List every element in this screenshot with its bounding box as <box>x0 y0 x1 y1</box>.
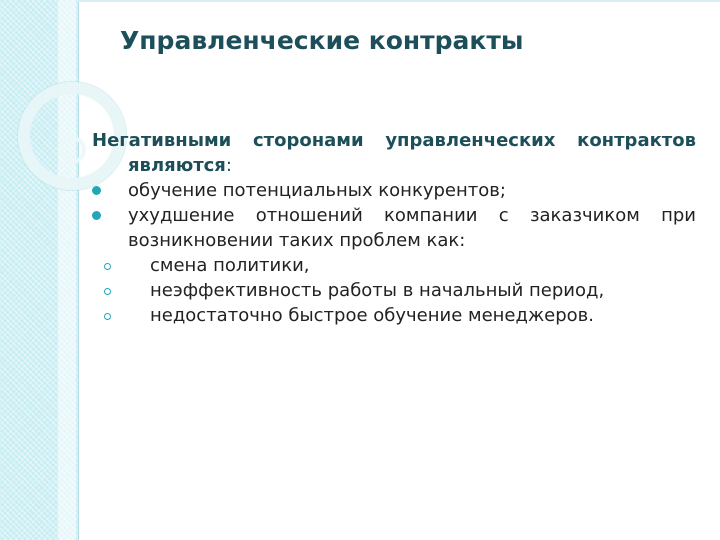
sidebar-stripe <box>58 0 76 540</box>
sub-bullet-list <box>80 253 696 328</box>
sub-list-item <box>80 253 696 278</box>
hollow-bullet-icon <box>104 313 111 320</box>
bullet-dot-icon <box>92 186 101 195</box>
bullet-dot-icon <box>92 211 101 220</box>
top-divider <box>78 0 720 2</box>
list-item-text: обучение потенциальных конкурентов; <box>128 180 506 201</box>
slide-title: Управленческие контракты <box>120 26 524 55</box>
slide-content <box>92 128 696 328</box>
sub-list-item-text: неэффективность работы в начальный период, <box>150 280 605 301</box>
decorative-small-ring <box>58 136 86 164</box>
list-item-text: ухудшение отношений компании с заказчиком при возникновении таких проблем как: <box>128 205 696 251</box>
hollow-bullet-icon <box>104 288 111 295</box>
intro-colon: : <box>225 155 232 176</box>
intro-paragraph <box>92 128 696 178</box>
hollow-bullet-icon <box>104 263 111 270</box>
list-item <box>92 178 696 203</box>
bullet-list <box>92 178 696 253</box>
sub-list-item <box>80 278 696 303</box>
list-item <box>92 203 696 253</box>
intro-text: Негативными сторонами управленческих контрактов являются <box>92 130 696 176</box>
decorative-sidebar <box>0 0 79 540</box>
sub-list-item-text: недостаточно быстрое обучение менеджеров. <box>150 305 595 326</box>
sub-list-item <box>80 303 696 328</box>
sub-list-item-text: смена политики, <box>150 255 310 276</box>
